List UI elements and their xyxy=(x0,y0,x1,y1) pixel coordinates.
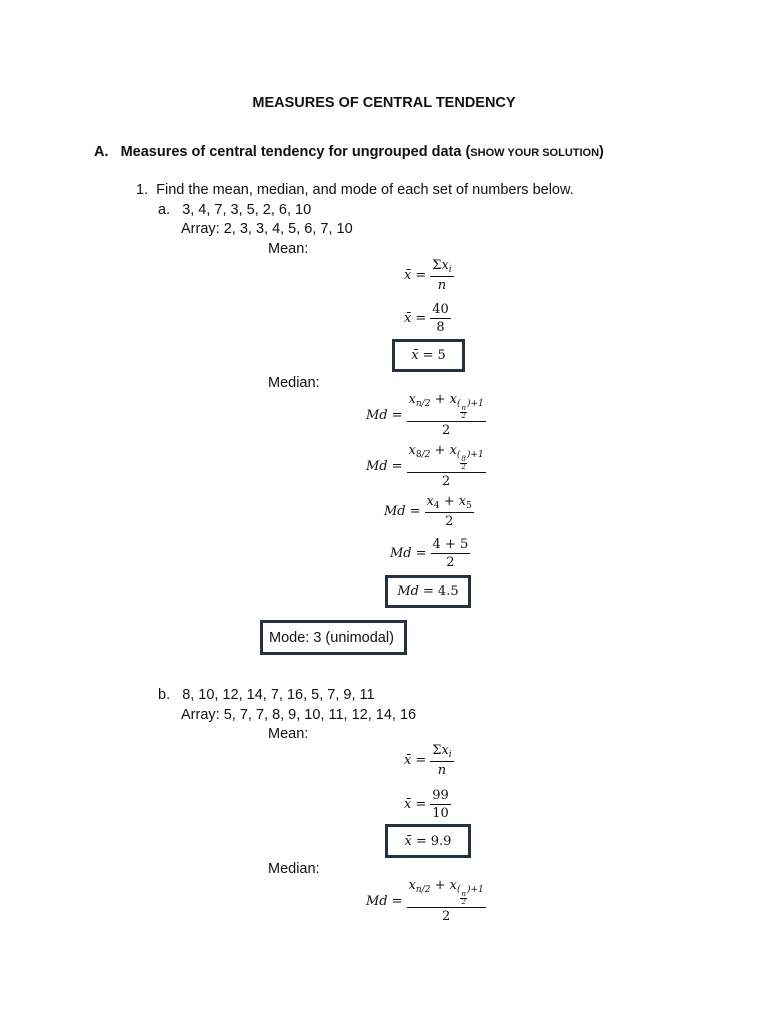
part-b-median-formula: Md = $x_{n/2} + x_{( \frac{n}{2} )+1}$ 2 xyxy=(366,878,484,924)
part-a-mode: Mode: 3 (unimodal) xyxy=(269,629,394,646)
section-paren-close: ) xyxy=(599,144,604,160)
part-b-mean-n: 10 xyxy=(432,806,449,821)
part-a-mean-result: 5 xyxy=(437,348,446,363)
section-marker: A. xyxy=(94,144,109,160)
part-a-median-n: 8 xyxy=(415,450,422,460)
section-heading xyxy=(94,143,604,162)
part-a-label: a. xyxy=(158,202,171,218)
part-a-mean-sum: 40 xyxy=(432,302,449,317)
part-a-median-formula: Md = $x_{n/2} + x_{( \frac{n}{2} )+1}$ 2 xyxy=(366,392,484,438)
part-b-data-line xyxy=(158,686,375,704)
part-a-median-label: Median: xyxy=(268,375,320,391)
part-a-median-result: 4.5 xyxy=(437,584,459,599)
part-a-median-indices: Md = $\frac{x_4 + x_5}{2}$ xyxy=(384,494,472,529)
part-a-median-v2: 5 xyxy=(460,537,469,552)
part-a-mean-result-box: x̄ = 5 xyxy=(392,339,465,372)
part-a-array: Array: 2, 3, 3, 4, 5, 6, 7, 10 xyxy=(181,221,353,237)
part-a-data: 3, 4, 7, 3, 5, 2, 6, 10 xyxy=(182,202,312,218)
section-title: Measures of central tendency for ungrouped data xyxy=(120,144,462,160)
part-a-mean-label: Mean: xyxy=(268,241,309,257)
part-a-mean-formula: x̄ = $\frac{\Sigma x_i}{n}$ xyxy=(404,258,452,293)
part-a-median-values: Md = $\frac{4 + 5}{2}$ xyxy=(390,537,469,570)
part-b-mean-label: Mean: xyxy=(268,726,309,742)
part-a-median-idx2: 5 xyxy=(466,501,472,511)
question-line xyxy=(136,181,574,199)
question-number: 1. xyxy=(136,182,149,198)
part-a-mode-box xyxy=(260,620,407,655)
part-b-mean-substitution: x̄ = $\frac{99}{10}$ xyxy=(404,788,449,821)
section-paren-open: ( xyxy=(465,144,471,160)
page-title: MEASURES OF CENTRAL TENDENCY xyxy=(252,95,516,111)
part-b-label: b. xyxy=(158,687,171,703)
part-a-median-v1: 4 xyxy=(432,537,441,552)
section-hint: SHOW YOUR SOLUTION xyxy=(470,147,600,159)
part-a-mean-substitution: x̄ = $\frac{40}{8}$ xyxy=(404,302,449,335)
part-a-median-substituted: Md = $x_{8/2} + x_{( \frac{8}{2} )+1}$ 2 xyxy=(366,443,484,489)
part-b-array: Array: 5, 7, 7, 8, 9, 10, 11, 12, 14, 16 xyxy=(181,707,417,723)
part-b-mean-result: 9.9 xyxy=(430,833,452,849)
question-text: Find the mean, median, and mode of each set of numbers below. xyxy=(156,182,574,198)
part-a-mean-n: 8 xyxy=(430,318,451,335)
part-a-median-idx1: 4 xyxy=(433,501,440,511)
part-b-mean-result-box: x̄ = 9.9 xyxy=(385,824,471,858)
part-b-data: 8, 10, 12, 14, 7, 16, 5, 7, 9, 11 xyxy=(182,687,375,703)
part-b-mean-formula: x̄ = $\frac{\Sigma x_i}{n}$ xyxy=(404,743,452,778)
part-a-median-result-box: Md = 4.5 xyxy=(385,575,471,608)
part-b-mean-sum: 99 xyxy=(432,788,449,803)
part-b-median-label: Median: xyxy=(268,861,320,877)
part-a-data-line xyxy=(158,201,311,219)
